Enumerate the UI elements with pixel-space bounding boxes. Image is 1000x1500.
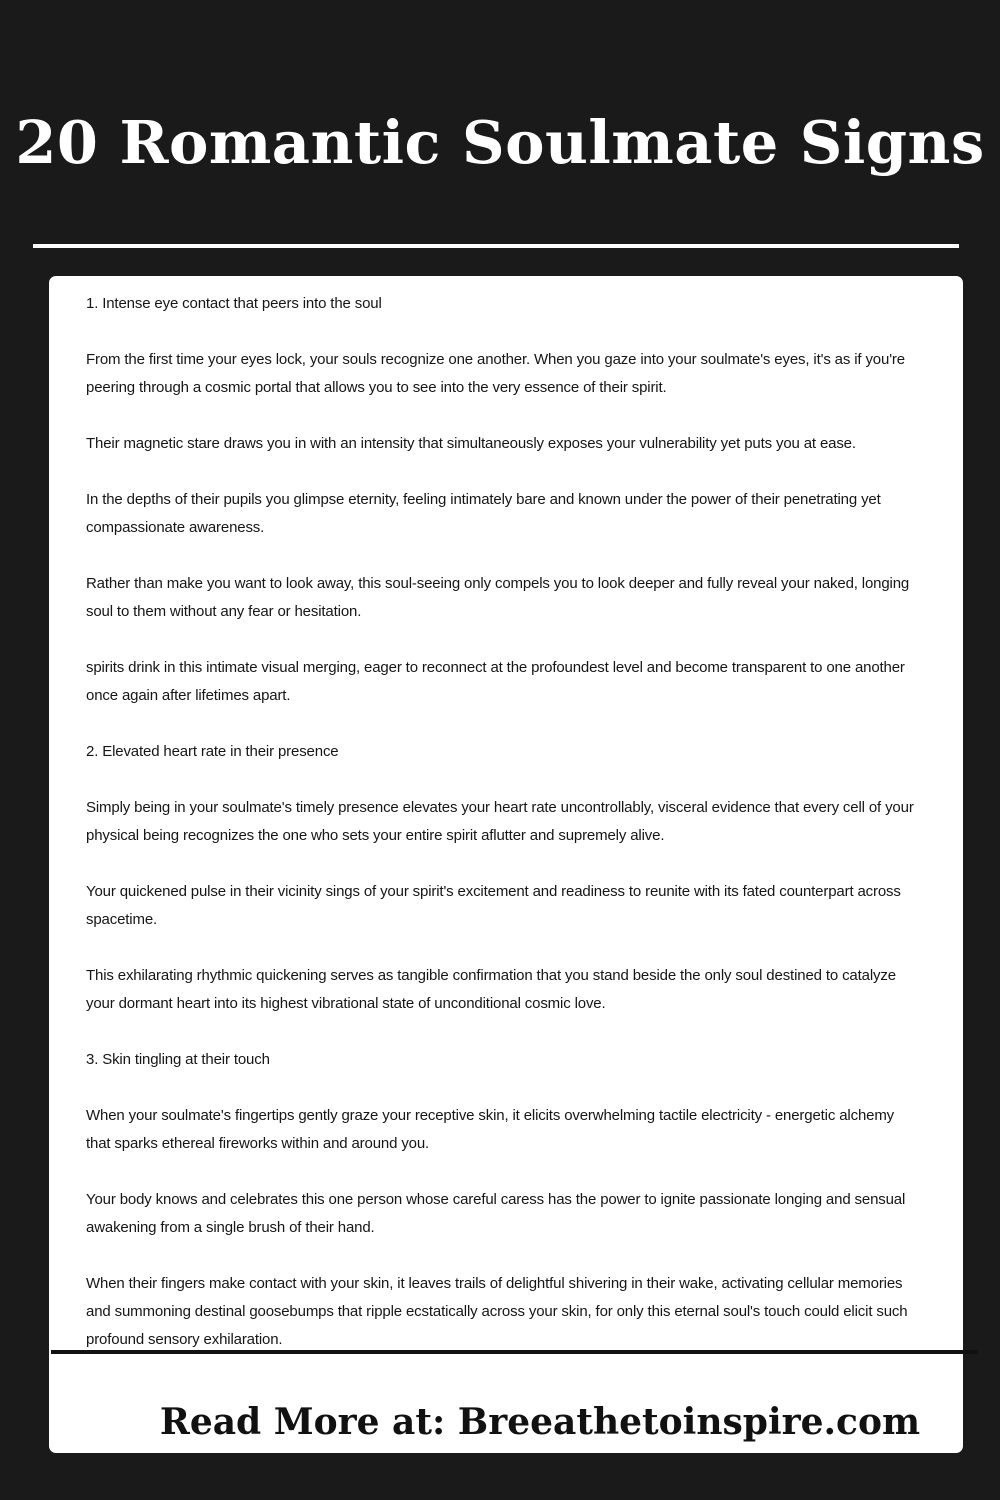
paragraph: Your body knows and celebrates this one person whose careful caress has the power to ignite passionate longing and sensual awakening from a single brush of their hand.	[86, 1191, 906, 1236]
paragraph: In the depths of their pupils you glimpse eternity, feeling intimately bare and known under the power of their penetrating yet compassionate awareness.	[86, 491, 881, 536]
sign-2-heading: 2. Elevated heart rate in their presence	[86, 743, 339, 760]
paragraph: Their magnetic stare draws you in with an intensity that simultaneously exposes your vulnerability yet puts you at ease.	[86, 435, 856, 452]
sign-1-heading: 1. Intense eye contact that peers into the soul	[86, 295, 382, 312]
article-body	[86, 290, 916, 1382]
paragraph: When your soulmate's fingertips gently graze your receptive skin, it elicits overwhelming tactile electricity - energetic alchemy that sparks ethereal fireworks within and around you.	[86, 1107, 895, 1152]
paragraph: Your quickened pulse in their vicinity sings of your spirit's excitement and readiness to reunite with its fated counterpart across spacetime.	[86, 883, 901, 928]
article-card	[49, 276, 963, 1453]
paragraph: This exhilarating rhythmic quickening serves as tangible confirmation that you stand beside the only soul destined to catalyze your dormant heart into its highest vibrational state of unconditional cosmic love.	[86, 967, 896, 1012]
paragraph: Simply being in your soulmate's timely presence elevates your heart rate uncontrollably, visceral evidence that every cell of your physical being recognizes the one who sets your entire spirit aflutter and supremely alive.	[86, 799, 914, 844]
paragraph: When their fingers make contact with your skin, it leaves trails of delightful shivering in their wake, activating cellular memories and summoning destinal goosebumps that ripple ecstatically across your skin, for only this eternal soul's touch could elicit such profound sensory exhilaration.	[86, 1275, 908, 1348]
paragraph: Rather than make you want to look away, this soul-seeing only compels you to look deeper and fully reveal your naked, longing soul to them without any fear or hesitation.	[86, 575, 910, 620]
title-divider	[33, 244, 959, 248]
paragraph: From the first time your eyes lock, your souls recognize one another. When you gaze into your soulmate's eyes, it's as if you're peering through a cosmic portal that allows you to see into the very essence of their spirit.	[86, 351, 905, 396]
sign-3-heading: 3. Skin tingling at their touch	[86, 1051, 270, 1068]
read-more-link[interactable]: Read More at: Breeathetoinspire.com	[159, 1401, 921, 1443]
page-title: 20 Romantic Soulmate Signs	[15, 108, 985, 177]
footer-divider	[51, 1350, 978, 1354]
paragraph: spirits drink in this intimate visual merging, eager to reconnect at the profoundest level and become transparent to one another once again after lifetimes apart.	[86, 659, 905, 704]
